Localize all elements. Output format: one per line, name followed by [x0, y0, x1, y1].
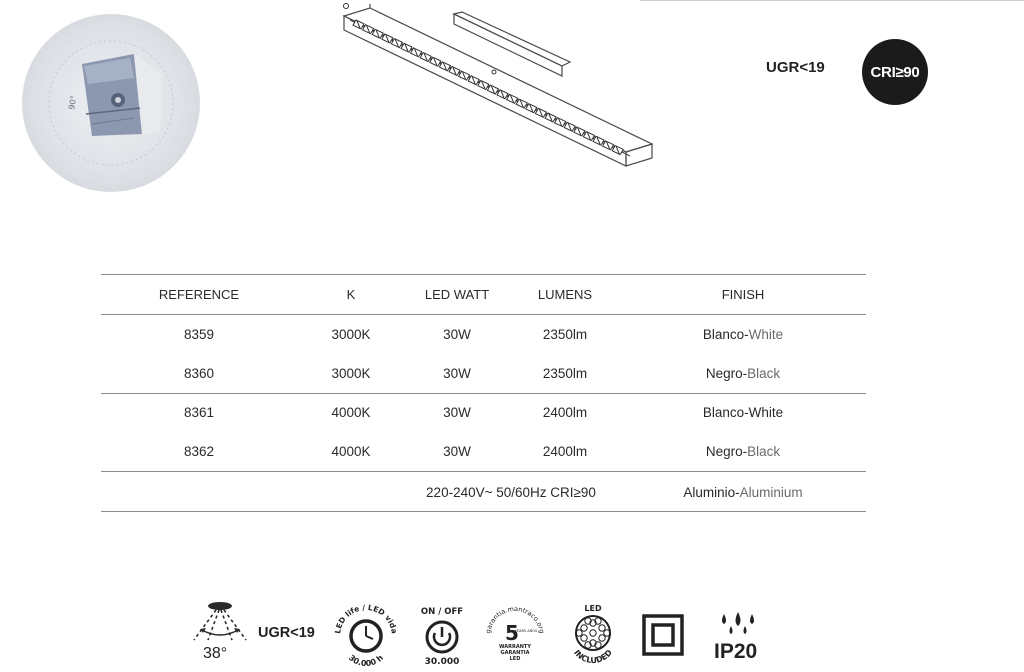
row-finish: Negro-Black: [705, 366, 781, 381]
material-en: Aluminium: [739, 485, 803, 500]
finish-en: Black: [747, 444, 781, 459]
table-rule-bottom: [101, 511, 866, 512]
row-k: 3000K: [331, 366, 371, 381]
droplets-icon: [718, 610, 758, 638]
warranty-line3: LED: [509, 656, 521, 662]
led-dot: [599, 625, 605, 631]
led-dot: [590, 630, 596, 636]
row-k: 4000K: [331, 405, 371, 420]
on-off-power-icon: [410, 602, 474, 670]
table-rule-footer: [101, 471, 866, 472]
top-divider: [640, 0, 1024, 1]
table-rule-group: [101, 393, 866, 394]
row-k: 4000K: [331, 444, 371, 459]
table-rule-top: [101, 274, 866, 275]
cri-badge: [862, 39, 928, 105]
header-finish: FINISH: [721, 287, 765, 302]
detail-photo: [22, 14, 200, 192]
led-life-hours-text: 30.000 h: [346, 653, 386, 669]
warranty-icon: [482, 602, 548, 668]
material-finish: Aluminio-Aluminium: [683, 485, 803, 500]
row-watt: 30W: [443, 366, 471, 381]
led-life-top-text: LED life / LED vida: [333, 602, 399, 635]
led-life-clock-icon: [332, 602, 400, 670]
header-reference: REFERENCE: [158, 287, 240, 302]
row-reference: 8360: [183, 366, 215, 381]
warranty-years-label: YEARS AÑOS: [514, 629, 538, 633]
row-lumens: 2350lm: [542, 366, 588, 381]
ip-rating-label: IP20: [714, 640, 758, 663]
header-k: K: [346, 287, 356, 302]
led-dot: [581, 635, 587, 641]
class-ii-insulation-icon: [642, 614, 684, 656]
svg-text:90°: 90°: [67, 94, 79, 111]
row-reference: 8361: [183, 405, 215, 420]
header-led-watt: LED WATT: [424, 287, 490, 302]
led-dot: [581, 625, 587, 631]
finish-es: Negro: [705, 366, 743, 381]
row-watt: 30W: [443, 444, 471, 459]
finish-es: Blanco: [702, 405, 745, 420]
ugr-icon-label: UGR<19: [258, 625, 315, 641]
row-lumens: 2400lm: [542, 444, 588, 459]
beam-angle-icon: [184, 600, 256, 648]
cri-badge-text: CRI≥90: [870, 63, 920, 81]
led-dot: [599, 635, 605, 641]
svg-text:30.000 h: [347, 653, 385, 668]
detail-photo-image: [22, 14, 200, 192]
warranty-line1: WARRANTY: [499, 644, 531, 650]
beam-angle-label: 38°: [203, 645, 228, 662]
finish-en: Black: [747, 366, 781, 381]
row-watt: 30W: [443, 327, 471, 342]
electrical-spec: 220-240V~ 50/60Hz CRI≥90: [426, 485, 596, 500]
finish-en: White: [748, 327, 784, 342]
warranty-line2: GARANTIA: [500, 650, 530, 656]
led-top-text: LED: [584, 604, 602, 613]
row-lumens: 2400lm: [542, 405, 588, 420]
row-reference: 8362: [183, 444, 215, 459]
warranty-site-text: garantia.mantraco.org: [484, 604, 546, 635]
product-line-drawing: [330, 0, 660, 200]
on-off-count-text: 30.000: [424, 657, 460, 667]
header-lumens: LUMENS: [537, 287, 593, 302]
ugr-rating-label: UGR<19: [766, 59, 825, 76]
led-included-text: INCLUDED: [572, 648, 615, 666]
finish-en: White: [748, 405, 784, 420]
on-off-top-text: ON / OFF: [420, 607, 464, 617]
led-included-icon: [560, 602, 626, 668]
finish-es: Negro: [705, 444, 743, 459]
row-reference: 8359: [183, 327, 215, 342]
finish-es: Blanco: [702, 327, 745, 342]
row-finish: Blanco-White: [702, 327, 784, 342]
row-finish: Blanco-White: [702, 405, 784, 420]
row-finish: Negro-Black: [705, 444, 781, 459]
row-k: 3000K: [331, 327, 371, 342]
row-lumens: 2350lm: [542, 327, 588, 342]
row-watt: 30W: [443, 405, 471, 420]
table-rule-header: [101, 314, 866, 315]
material-es: Aluminio: [683, 485, 736, 500]
warranty-years-number: 5: [505, 621, 519, 645]
